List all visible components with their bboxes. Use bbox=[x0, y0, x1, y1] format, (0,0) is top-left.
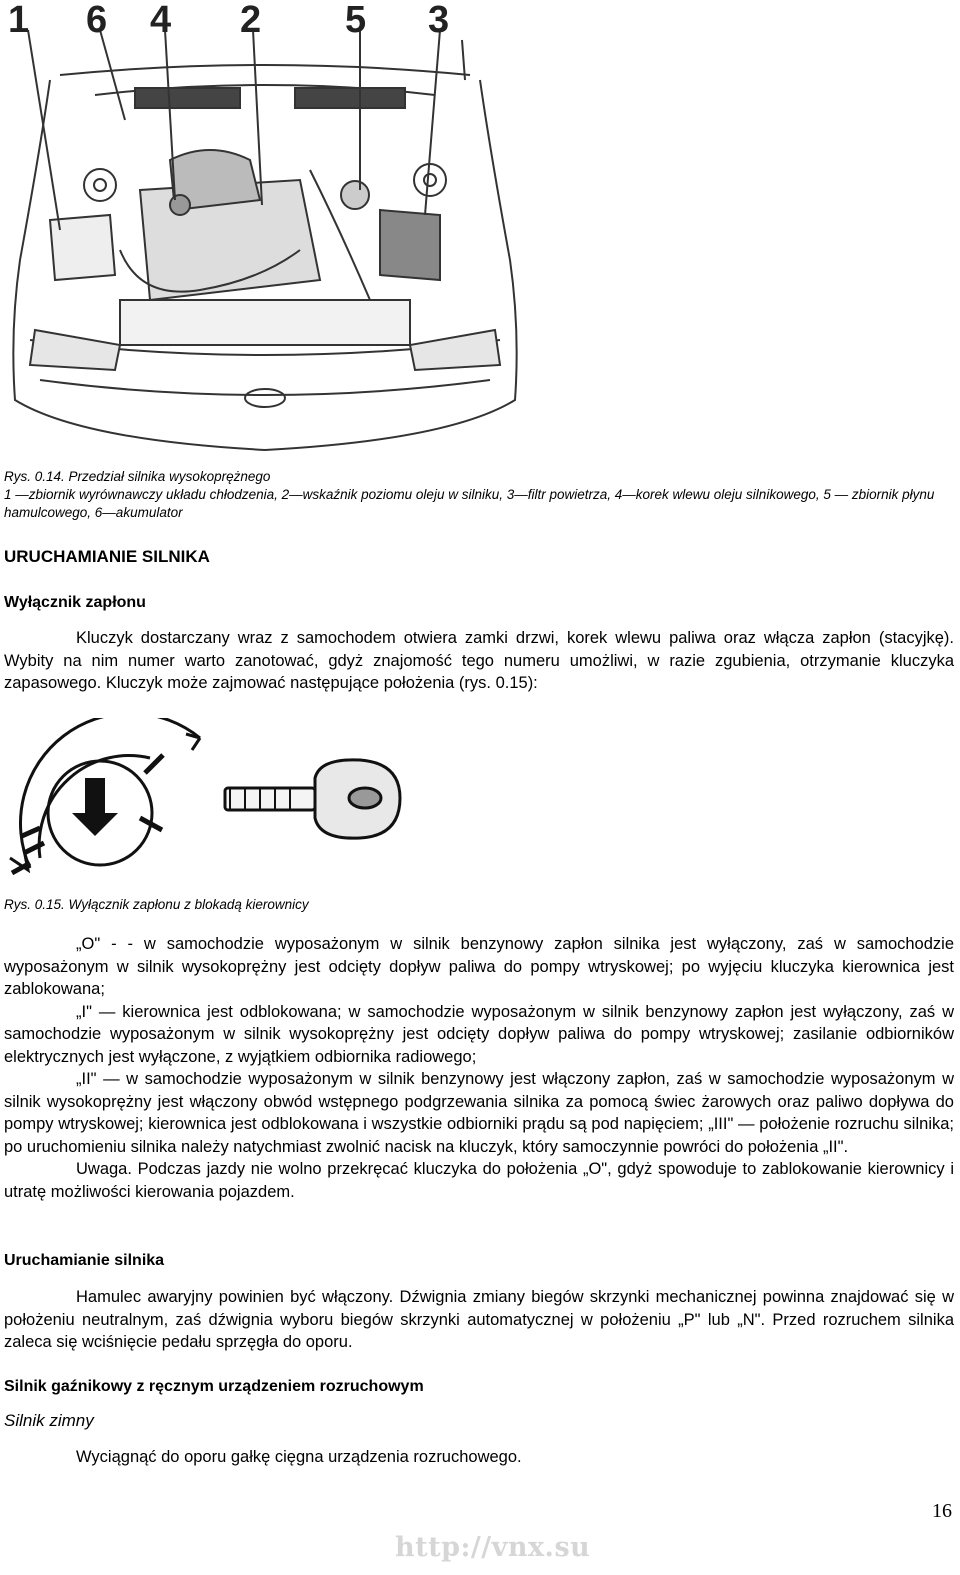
ignition-intro: Kluczyk dostarczany wraz z samochodem otwiera zamki drzwi, korek wlewu paliwa oraz włącza zapłon (stacyjkę). Wybity na nim numer warto zanotować, gdyż znajomość tego numeru umożliwi, w razie zgubienia, otrzymanie kluczyka zapasowego. Kluczyk może zajmować następujące położenia (rys. 0.15): bbox=[4, 629, 954, 692]
callout-2: 2 bbox=[240, 0, 262, 41]
ignition-switch-figure bbox=[0, 718, 410, 896]
callout-1: 1 bbox=[8, 0, 30, 41]
warning-note: Uwaga. Podczas jazdy nie wolno przekręcać kluczyka do położenia „O", gdyż spowoduje to zablokowanie kierownicy i utratę możliwości kierowania pojazdem. bbox=[4, 1160, 954, 1201]
callout-6: 6 bbox=[86, 0, 108, 41]
engine-compartment-figure bbox=[0, 0, 530, 462]
cold-engine-subheading: Silnik zimny bbox=[4, 1411, 94, 1430]
ignition-heading: Wyłącznik zapłonu bbox=[4, 594, 146, 611]
starting-text: Hamulec awaryjny powinien być włączony. Dźwignia zmiany biegów skrzynki mechanicznej powinna znajdować się w położeniu neutralnym, zaś dźwignia wyboru biegów skrzynki automatycznej w położeniu „P" lub „N". Przed rozruchem silnika zaleca się wciśnięcie pedału sprzęgła do oporu. bbox=[4, 1288, 954, 1351]
position-ii-iii: „II" — w samochodzie wyposażonym w silnik benzynowy jest włączony zapłon, zaś w samochodzie wyposażonym w silnik wysokoprężny jest włączony obwód wstępnego podgrzewania silnika za pomocą świec żarowych oraz paliwo dopływa do pompy wtryskowej; kierownica jest odblokowana i wszystkie odbiorniki prądu są pod napięciem; „III" — położenie rozruchu silnika; po uruchomieniu silnika należy natychmiast zwolnić nacisk na kluczyk, który samoczynnie powróci do położenia „II". bbox=[4, 1070, 954, 1156]
figure1-caption bbox=[4, 468, 954, 522]
position-i: „I" — kierownica jest odblokowana; w samochodzie wyposażonym w silnik benzynowy zapłon jest wyłączony, zaś w samochodzie wyposażonym w silnik wysokoprężny jest odcięty dopływ paliwa do pompy wtryskowej; zasilanie odbiorników elektrycznych jest wyłączone, z wyjątkiem odbiornika radiowego; bbox=[4, 1002, 954, 1066]
section-title: URUCHAMIANIE SILNIKA bbox=[4, 547, 210, 566]
petrol-heading: Silnik gaźnikowy z ręcznym urządzeniem rozruchowym bbox=[4, 1378, 424, 1395]
callout-3: 3 bbox=[428, 0, 450, 41]
figure1-caption-text: 1 —zbiornik wyrównawczy układu chłodzenia, 2—wskaźnik poziomu oleju w silniku, 3—filtr powietrza, 4—korek wlewu oleju silnikowego, 5 — zbiornik płynu hamulcowego, 6—akumulator bbox=[4, 487, 935, 520]
footer-url: http://vnx.su bbox=[395, 1532, 591, 1563]
figure2-caption: Rys. 0.15. Wyłącznik zapłonu z blokadą kierownicy bbox=[4, 897, 309, 912]
starting-heading: Uruchamianie silnika bbox=[4, 1252, 165, 1269]
callout-4: 4 bbox=[150, 0, 172, 41]
figure1-caption-title: Rys. 0.14. Przedział silnika wysokoprężnego bbox=[4, 469, 271, 484]
callout-5: 5 bbox=[345, 0, 367, 41]
petrol-text: Wyciągnąć do oporu gałkę cięgna urządzenia rozruchowego. bbox=[76, 1448, 522, 1466]
key-positions bbox=[4, 933, 954, 1203]
position-o: „O" - - w samochodzie wyposażonym w silnik benzynowy zapłon silnika jest wyłączony, zaś w samochodzie wyposażonym w silnik wysokoprężny jest odcięty dopływ paliwa do pompy wtryskowej; po wyjęciu kluczyka kierownica jest zablokowana; bbox=[4, 935, 954, 998]
page-number: 16 bbox=[932, 1500, 952, 1522]
